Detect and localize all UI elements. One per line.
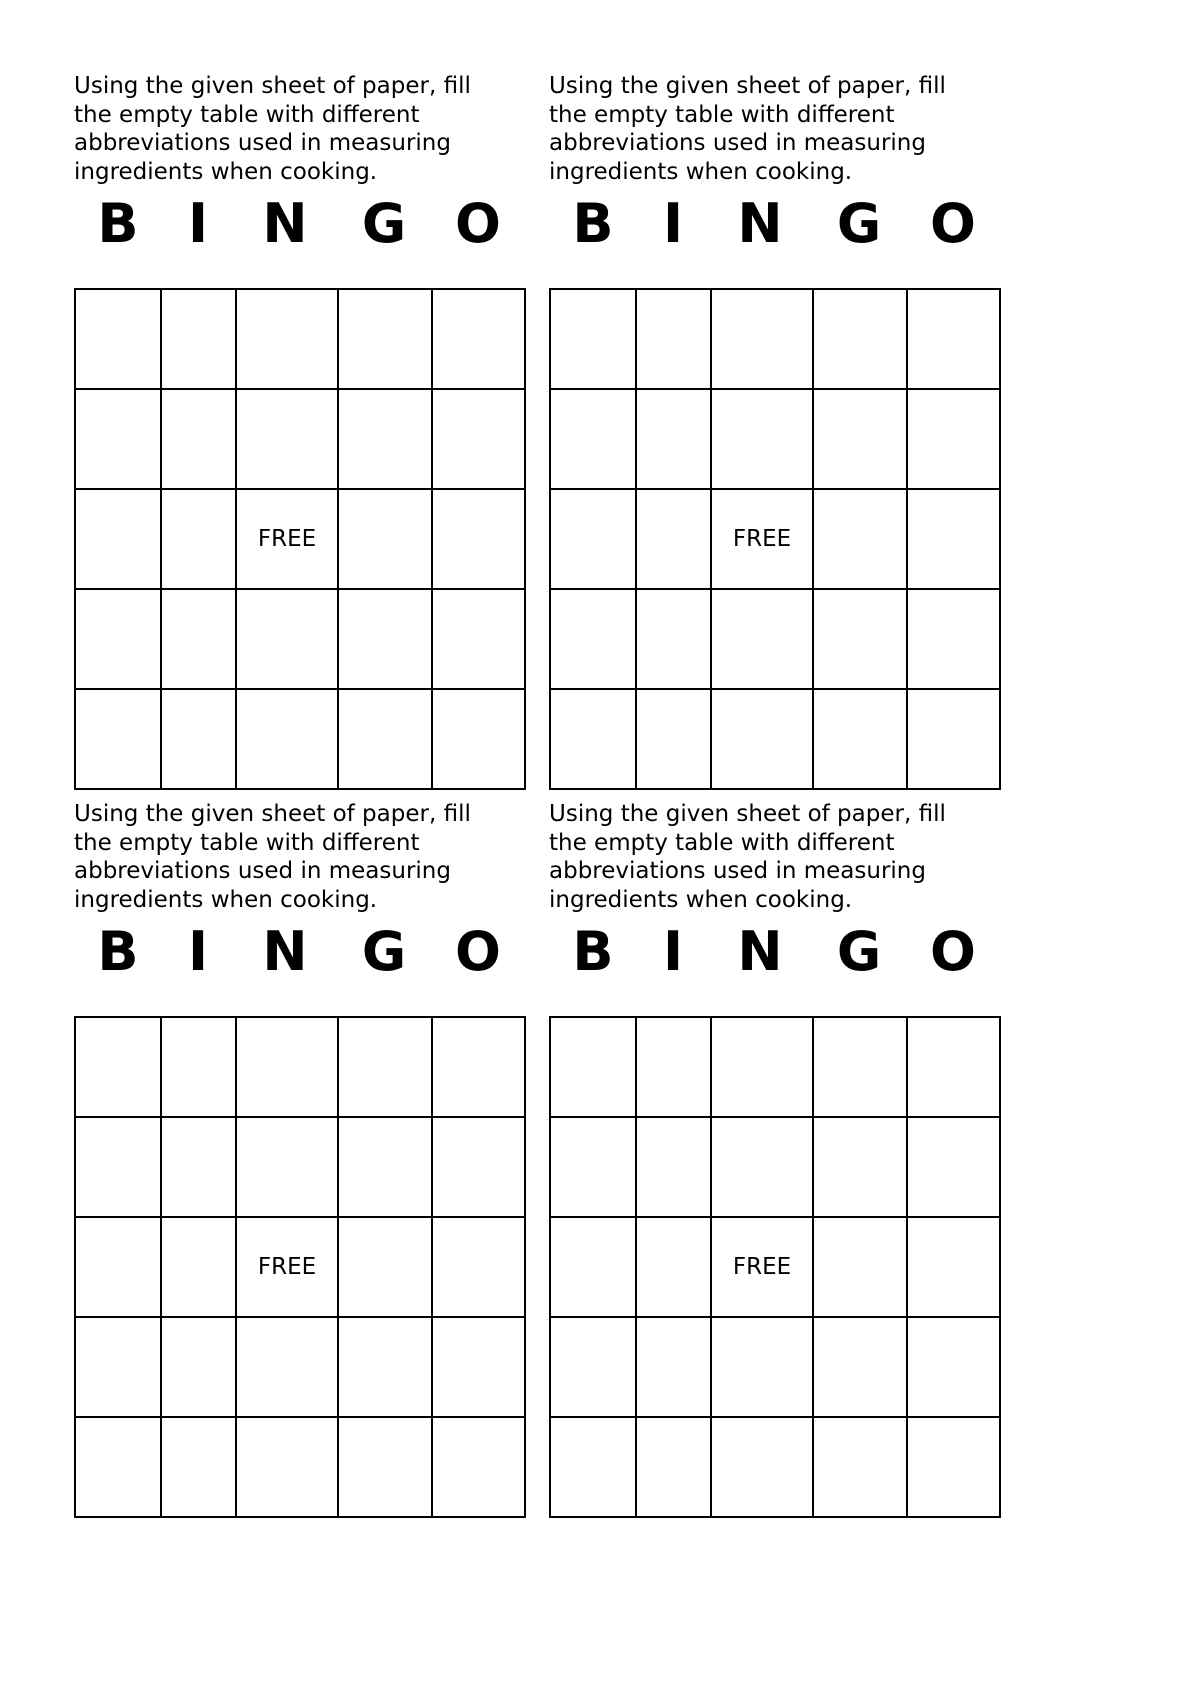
- grid-cell[interactable]: [161, 1117, 236, 1217]
- bingo-title-letter: O: [930, 920, 976, 983]
- grid-cell[interactable]: [550, 289, 636, 389]
- grid-cell[interactable]: [813, 689, 907, 789]
- free-space-cell: FREE: [236, 489, 338, 589]
- grid-cell[interactable]: [432, 389, 525, 489]
- grid-cell[interactable]: [236, 1417, 338, 1517]
- grid-cell[interactable]: [907, 1017, 1000, 1117]
- grid-cell[interactable]: [636, 589, 711, 689]
- bingo-card: [549, 800, 1003, 1280]
- grid-cell[interactable]: [236, 1317, 338, 1417]
- grid-cell[interactable]: [813, 289, 907, 389]
- grid-cell[interactable]: [161, 1417, 236, 1517]
- bingo-title-letter: I: [662, 192, 684, 255]
- grid-cell[interactable]: [550, 1217, 636, 1317]
- grid-cell[interactable]: [813, 389, 907, 489]
- grid-cell[interactable]: [75, 589, 161, 689]
- grid-cell[interactable]: [711, 389, 813, 489]
- bingo-title-letter: N: [262, 192, 308, 255]
- grid-cell[interactable]: [550, 1117, 636, 1217]
- bingo-title-letter: B: [572, 192, 614, 255]
- grid-cell[interactable]: [636, 389, 711, 489]
- grid-cell[interactable]: [338, 589, 432, 689]
- grid-row: [550, 389, 1000, 489]
- grid-row: [75, 589, 525, 689]
- grid-cell[interactable]: [432, 689, 525, 789]
- grid-cell[interactable]: [338, 1217, 432, 1317]
- grid-row: [550, 289, 1000, 389]
- bingo-title-letter: B: [572, 920, 614, 983]
- grid-cell[interactable]: [813, 1217, 907, 1317]
- grid-cell[interactable]: [432, 1117, 525, 1217]
- grid-row: [550, 1217, 1000, 1317]
- grid-cell[interactable]: [813, 1117, 907, 1217]
- grid-row: [550, 589, 1000, 689]
- grid-cell[interactable]: [813, 489, 907, 589]
- instructions-text: Using the given sheet of paper, fill the empty table with different abbreviations used in measuring ingredients when cooking.: [74, 73, 471, 185]
- bingo-title-letter: N: [737, 192, 783, 255]
- grid-row: [75, 389, 525, 489]
- grid-cell[interactable]: [550, 689, 636, 789]
- bingo-title-letter: N: [262, 920, 308, 983]
- grid-cell[interactable]: [907, 1117, 1000, 1217]
- bingo-title-letter: O: [930, 192, 976, 255]
- grid-cell[interactable]: [636, 689, 711, 789]
- bingo-grid: [549, 288, 1001, 790]
- bingo-title: [549, 922, 1003, 982]
- grid-cell[interactable]: [236, 1017, 338, 1117]
- grid-row: [75, 1417, 525, 1517]
- bingo-card: [549, 72, 1003, 552]
- grid-cell[interactable]: [236, 589, 338, 689]
- grid-cell[interactable]: [636, 289, 711, 389]
- grid-cell[interactable]: [711, 1017, 813, 1117]
- grid-row: [75, 1317, 525, 1417]
- bingo-grid: [74, 288, 526, 790]
- grid-cell[interactable]: [75, 1117, 161, 1217]
- grid-row: [550, 489, 1000, 589]
- grid-cell[interactable]: [432, 1317, 525, 1417]
- grid-cell[interactable]: [550, 589, 636, 689]
- grid-cell[interactable]: [432, 1417, 525, 1517]
- grid-row: [550, 689, 1000, 789]
- grid-cell[interactable]: [236, 689, 338, 789]
- grid-cell[interactable]: [338, 1117, 432, 1217]
- grid-cell[interactable]: [432, 1217, 525, 1317]
- bingo-title-letter: G: [361, 192, 407, 255]
- grid-row: [550, 1117, 1000, 1217]
- grid-cell[interactable]: [161, 589, 236, 689]
- grid-row: [75, 289, 525, 389]
- grid-cell[interactable]: [75, 1417, 161, 1517]
- grid-cell[interactable]: [550, 1417, 636, 1517]
- grid-cell[interactable]: [75, 389, 161, 489]
- grid-cell[interactable]: [75, 1017, 161, 1117]
- bingo-card: [74, 72, 528, 552]
- grid-cell[interactable]: [711, 1117, 813, 1217]
- grid-cell[interactable]: [636, 1317, 711, 1417]
- grid-cell[interactable]: [161, 1317, 236, 1417]
- grid-cell[interactable]: [907, 1417, 1000, 1517]
- free-space-cell: FREE: [711, 489, 813, 589]
- grid-cell[interactable]: [432, 589, 525, 689]
- bingo-title-letter: B: [97, 192, 139, 255]
- grid-cell[interactable]: [636, 489, 711, 589]
- bingo-title-letter: I: [187, 192, 209, 255]
- instructions-text: Using the given sheet of paper, fill the empty table with different abbreviations used in measuring ingredients when cooking.: [74, 801, 471, 913]
- grid-cell[interactable]: [161, 1217, 236, 1317]
- grid-row: [550, 1017, 1000, 1117]
- grid-cell[interactable]: [907, 1217, 1000, 1317]
- free-space-cell: FREE: [236, 1217, 338, 1317]
- grid-cell[interactable]: [636, 1017, 711, 1117]
- bingo-grid: [74, 1016, 526, 1518]
- bingo-grid: [549, 1016, 1001, 1518]
- bingo-title-letter: N: [737, 920, 783, 983]
- grid-row: [550, 1417, 1000, 1517]
- grid-cell[interactable]: [75, 689, 161, 789]
- grid-cell[interactable]: [338, 489, 432, 589]
- bingo-title: [74, 922, 528, 982]
- grid-cell[interactable]: [432, 289, 525, 389]
- bingo-title-letter: O: [455, 920, 501, 983]
- grid-cell[interactable]: [813, 1017, 907, 1117]
- grid-cell[interactable]: [550, 389, 636, 489]
- grid-cell[interactable]: [338, 1317, 432, 1417]
- bingo-title-letter: G: [836, 192, 882, 255]
- grid-cell[interactable]: [550, 1017, 636, 1117]
- grid-cell[interactable]: [75, 1217, 161, 1317]
- grid-cell[interactable]: [907, 1317, 1000, 1417]
- grid-cell[interactable]: [75, 289, 161, 389]
- grid-cell[interactable]: [236, 389, 338, 489]
- grid-cell[interactable]: [907, 389, 1000, 489]
- grid-cell[interactable]: [907, 289, 1000, 389]
- grid-cell[interactable]: [236, 1117, 338, 1217]
- grid-cell[interactable]: [338, 1017, 432, 1117]
- grid-cell[interactable]: [550, 489, 636, 589]
- bingo-title-letter: B: [97, 920, 139, 983]
- grid-cell[interactable]: [907, 689, 1000, 789]
- bingo-card: [74, 800, 528, 1280]
- grid-row: [75, 1217, 525, 1317]
- bingo-title-letter: I: [662, 920, 684, 983]
- grid-cell[interactable]: [161, 689, 236, 789]
- free-space-cell: FREE: [711, 1217, 813, 1317]
- grid-cell[interactable]: [75, 489, 161, 589]
- grid-cell[interactable]: [338, 289, 432, 389]
- grid-cell[interactable]: [236, 289, 338, 389]
- grid-cell[interactable]: [813, 1417, 907, 1517]
- grid-row: [75, 1017, 525, 1117]
- bingo-title: [74, 194, 528, 254]
- grid-cell[interactable]: [338, 389, 432, 489]
- instructions-text: Using the given sheet of paper, fill the empty table with different abbreviations used in measuring ingredients when cooking.: [549, 801, 946, 913]
- grid-cell[interactable]: [550, 1317, 636, 1417]
- grid-cell[interactable]: [711, 289, 813, 389]
- bingo-title-letter: G: [361, 920, 407, 983]
- bingo-title-letter: I: [187, 920, 209, 983]
- grid-row: [550, 1317, 1000, 1417]
- grid-cell[interactable]: [636, 1217, 711, 1317]
- grid-cell[interactable]: [907, 489, 1000, 589]
- grid-cell[interactable]: [711, 1317, 813, 1417]
- grid-cell[interactable]: [75, 1317, 161, 1417]
- grid-cell[interactable]: [161, 489, 236, 589]
- grid-cell[interactable]: [161, 289, 236, 389]
- grid-cell[interactable]: [161, 389, 236, 489]
- grid-row: [75, 689, 525, 789]
- grid-row: [75, 489, 525, 589]
- grid-cell[interactable]: [813, 1317, 907, 1417]
- grid-cell[interactable]: [907, 589, 1000, 689]
- grid-cell[interactable]: [432, 1017, 525, 1117]
- grid-row: [75, 1117, 525, 1217]
- grid-cell[interactable]: [813, 589, 907, 689]
- grid-cell[interactable]: [161, 1017, 236, 1117]
- bingo-title-letter: G: [836, 920, 882, 983]
- bingo-title-letter: O: [455, 192, 501, 255]
- grid-cell[interactable]: [711, 689, 813, 789]
- grid-cell[interactable]: [711, 1417, 813, 1517]
- instructions-text: Using the given sheet of paper, fill the empty table with different abbreviations used in measuring ingredients when cooking.: [549, 73, 946, 185]
- grid-cell[interactable]: [636, 1117, 711, 1217]
- bingo-title: [549, 194, 1003, 254]
- grid-cell[interactable]: [338, 1417, 432, 1517]
- grid-cell[interactable]: [432, 489, 525, 589]
- grid-cell[interactable]: [711, 589, 813, 689]
- grid-cell[interactable]: [338, 689, 432, 789]
- grid-cell[interactable]: [636, 1417, 711, 1517]
